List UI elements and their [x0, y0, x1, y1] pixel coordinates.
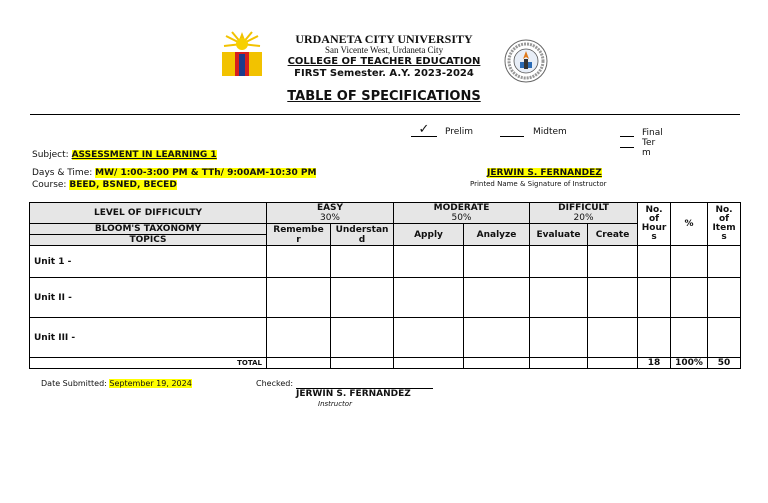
checked-by-title: Instructor	[318, 400, 352, 408]
header-divider	[30, 114, 740, 115]
midterm-check-line	[500, 136, 524, 137]
college-name: COLLEGE OF TEACHER EDUCATION	[287, 56, 481, 67]
prelim-check-line	[411, 124, 437, 137]
level-of-difficulty-header: LEVEL OF DIFFICULTY	[30, 203, 267, 224]
instructor-name: JERWIN S. FERNANDEZ	[487, 168, 602, 178]
subject-row: Subject: ASSESSMENT IN LEARNING 1	[32, 150, 217, 160]
analyze-header: Analyze	[464, 224, 530, 246]
hours-header: No. of Hour s	[638, 203, 671, 246]
unit-label: Unit II -	[30, 278, 267, 318]
moderate-header: MODERATE 50%	[394, 203, 530, 224]
days-time-value: MW/ 1:00-3:00 PM & TTh/ 9:00AM-10:30 PM	[95, 168, 317, 178]
table-row	[30, 318, 741, 358]
remember-header: Remembe r	[267, 224, 331, 246]
date-submitted-value: September 19, 2024	[109, 379, 192, 388]
difficult-header: DIFFICULT 20%	[530, 203, 638, 224]
total-hours: 18	[638, 358, 671, 369]
specifications-table	[29, 202, 741, 369]
apply-header: Apply	[394, 224, 464, 246]
items-header: No. of Item s	[708, 203, 741, 246]
table-row	[30, 278, 741, 318]
term-prelim-label: Prelim	[445, 127, 474, 137]
university-address: San Vicente West, Urdaneta City	[324, 45, 444, 55]
final-check-line	[620, 136, 634, 137]
create-header: Create	[588, 224, 638, 246]
document-title: TABLE OF SPECIFICATIONS	[287, 89, 481, 104]
understand-header: Understan d	[331, 224, 394, 246]
term-midterm-label: Midtem	[533, 127, 567, 137]
course-value: BEED, BSNED, BECED	[69, 180, 177, 190]
table-row	[30, 246, 741, 278]
easy-header: EASY 30%	[267, 203, 394, 224]
term-final-label: Final Ter m	[642, 128, 663, 158]
percent-header: %	[671, 203, 708, 246]
checked-by-name: JERWIN S. FERNANDEZ	[296, 389, 411, 399]
checked-label: Checked:	[256, 379, 294, 388]
total-label: TOTAL	[30, 358, 267, 369]
blooms-taxonomy-header: BLOOM'S TAXONOMY TOPICS	[30, 224, 267, 246]
unit-label: Unit III -	[30, 318, 267, 358]
date-submitted-row: Date Submitted: September 19, 2024	[41, 379, 192, 388]
total-items: 50	[708, 358, 741, 369]
term-check-line	[620, 147, 634, 148]
check-mark-icon: ✓	[418, 122, 430, 137]
days-time-row: Days & Time: MW/ 1:00-3:00 PM & TTh/ 9:00AM-10:30 PM	[32, 168, 317, 178]
subject-value: ASSESSMENT IN LEARNING 1	[71, 150, 217, 160]
total-row	[30, 358, 741, 369]
evaluate-header: Evaluate	[530, 224, 588, 246]
total-percent: 100%	[671, 358, 708, 369]
course-row: Course: BEED, BSNED, BECED	[32, 180, 177, 190]
instructor-caption: Printed Name & Signature of Instructor	[470, 180, 607, 188]
unit-label: Unit 1 -	[30, 246, 267, 278]
semester-line: FIRST Semester. A.Y. 2023-2024	[294, 68, 474, 79]
university-name: URDANETA CITY UNIVERSITY	[295, 32, 473, 46]
